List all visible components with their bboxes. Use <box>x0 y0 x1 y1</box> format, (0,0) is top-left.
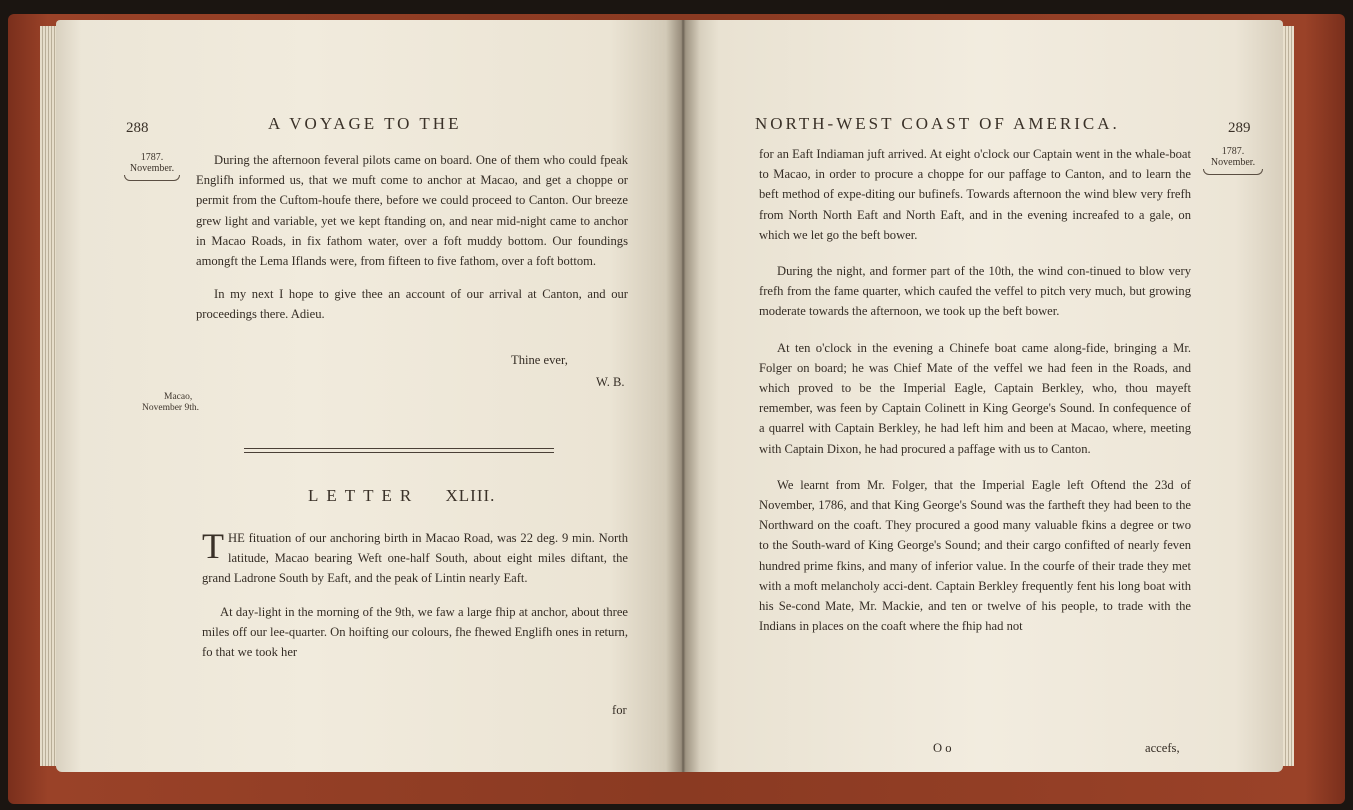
margin-month: November. <box>1210 157 1256 168</box>
dateline-place: Macao, <box>164 392 193 402</box>
dateline-date: November 9th. <box>142 403 199 413</box>
left-margin-note <box>124 152 180 181</box>
margin-year: 1787. <box>140 152 164 163</box>
signature: W. B. <box>596 375 625 389</box>
signature-mark: O o <box>933 741 952 755</box>
margin-year: 1787. <box>1221 146 1245 157</box>
gutter-shadow <box>666 20 700 772</box>
left-body <box>196 150 628 338</box>
paragraph: At day-light in the morning of the 9th, we faw a large fhip at anchor, about three miles off our lee-quarter. On hoifting our colours, fhe fhewed Englifh ones in return, fo that we took her <box>202 604 628 660</box>
paragraph: During the afternoon feveral pilots came on board. One of them who could fpeak Englifh informed us, that we muft come to anchor at Macao, and get a choppe or permit from the Cuftom-houfe there, before we could proceed to Canton. Our breeze grew light and variable, yet we kept ftanding on, and near mid-night came to anchor in Macao Roads, in fix fathom water, over a foft muddy bottom. Our foundings amongft the Lema Iflands were, from fifteen to five fathom, over a foft bottom. <box>196 153 628 269</box>
left-page <box>56 20 686 772</box>
left-page-number: 288 <box>126 120 149 136</box>
letter-body <box>202 528 628 675</box>
right-body <box>759 144 1191 652</box>
dateline <box>142 392 199 414</box>
margin-brace <box>1203 169 1263 175</box>
right-page <box>683 20 1283 772</box>
drop-cap: T <box>202 526 224 566</box>
paragraph: for an Eaft Indiaman juft arrived. At eight o'clock our Captain went in the whale-boat to Macao, in order to procure a choppe for our paffage to Canton, and to learn the beft method of expe-diting our bufinefs. Towards afternoon the wind blew very frefh from North North Eaft and North Eaft, and in the evening increafed to a gale, on which we let go the beft bower. <box>759 147 1191 242</box>
right-running-head: NORTH-WEST COAST OF AMERICA. <box>755 114 1120 133</box>
right-page-number: 289 <box>1228 120 1251 136</box>
right-margin-note <box>1203 146 1263 175</box>
paragraph: At ten o'clock in the evening a Chinefe boat came along-fide, bringing a Mr. Folger on board; he was Chief Mate of the veffel we had feen in the Roads, and which proved to be the Imperial Eagle, Captain Berkley, who, thou mayeft remember, was feen by Captain Colinett in King George's Sound. In confequence of a quarrel with Captain Berkley, he had left him and been at Macao, where, meeting with Captain Dixon, he had procured a paffage with us to Canton. <box>759 340 1191 456</box>
letter-number: XLIII. <box>445 486 496 505</box>
paragraph: During the night, and former part of the 10th, the wind con-tinued to blow very frefh from the fame quarter, which caufed the veffel to pitch very much, but growing moderate towards the afternoon, we took up the beft bower. <box>759 264 1191 319</box>
letter-word: LETTER <box>308 486 420 505</box>
left-catchword: for <box>612 703 627 717</box>
margin-month: November. <box>129 163 175 174</box>
left-running-head: A VOYAGE TO THE <box>268 114 462 133</box>
margin-brace <box>124 175 180 181</box>
paragraph: We learnt from Mr. Folger, that the Imperial Eagle left Oftend the 23d of November, 1786, and that King George's Sound was the fartheft they had been to the Northward on the coaft. They procured a good many valuable fkins a degree or two to the South-ward of King George's Sound; and their cargo confifted of nearly feven hundred prime fkins, and many of inferior value. In the courfe of their trade they met with a moft melancholy acci-dent. Captain Berkley frequently fent his long boat with his Se-cond Mate, Mr. Mackie, and ten or twelve of his people, to trade with the Indians in places on the coaft where the fhip had not <box>759 477 1191 634</box>
right-catchword: accefs, <box>1145 741 1180 755</box>
closing: Thine ever, <box>511 353 568 367</box>
letter-first-paragraph: THE fituation of our anchoring birth in Macao Road, was 22 deg. 9 min. North latitude, Macao bearing Weft one-half South, about eight miles diftant, the grand Ladrone South by Eaft, and the peak of Lintin nearly Eaft. <box>202 526 628 586</box>
letter-heading <box>308 486 495 506</box>
section-rule <box>244 448 554 453</box>
paragraph: In my next I hope to give thee an account of our arrival at Canton, and our proceedings there. Adieu. <box>196 287 628 322</box>
